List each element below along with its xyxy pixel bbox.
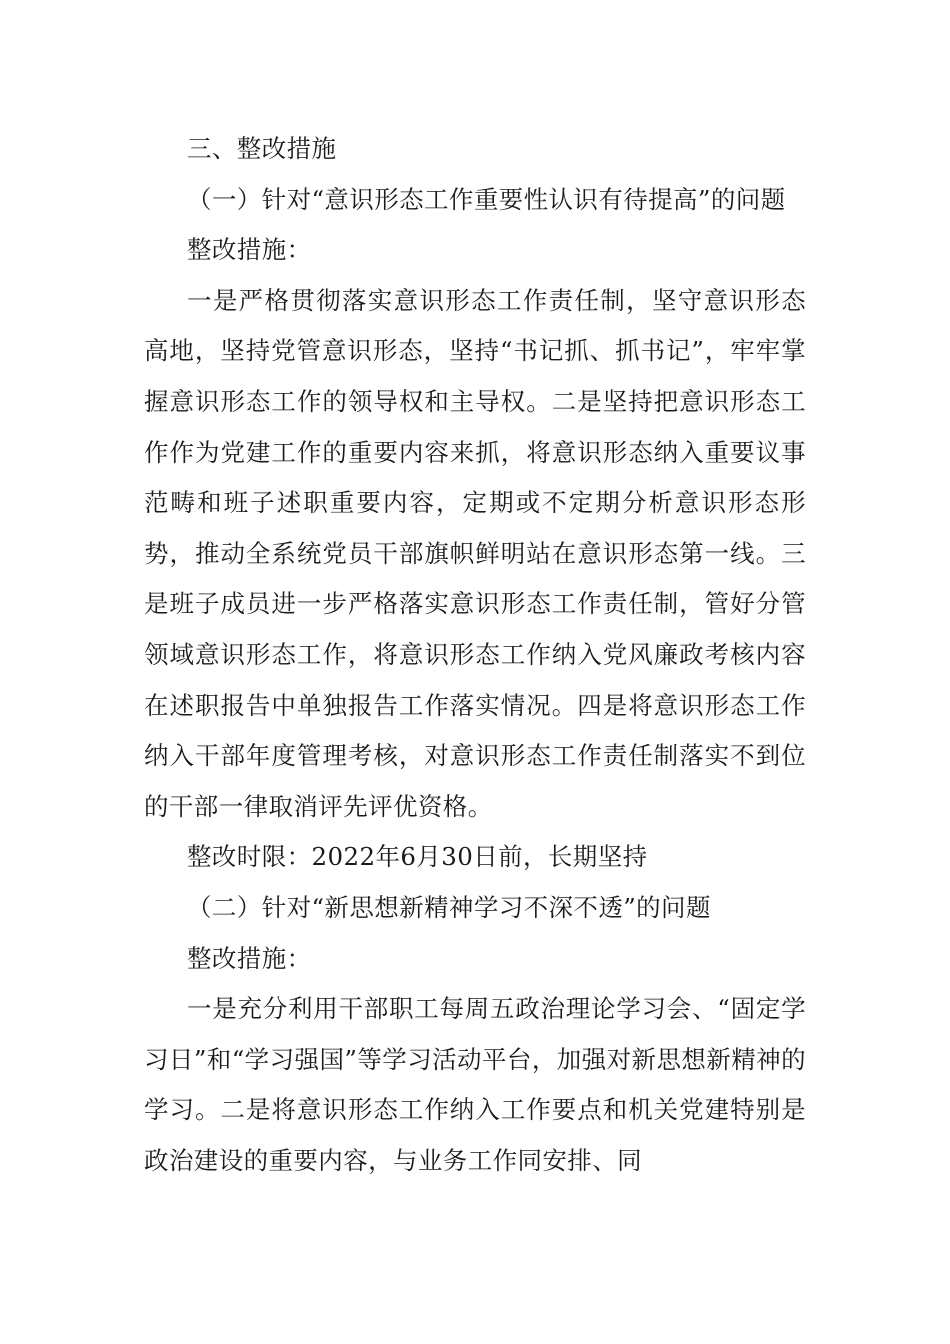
- subsection-heading-2: （二）针对“新思想新精神学习不深不透”的问题: [187, 892, 711, 922]
- measures-label-2: 整改措施：: [187, 943, 312, 973]
- measures-paragraph-2: 一是充分利用干部职工每周五政治理论学习会、“固定学习日”和“学习强国”等学习活动平台，加强对新思想新精神的学习。二是将意识形态工作纳入工作要点和机关党建特别是政治建设的重要内容，与业务工作同安排、同: [144, 994, 806, 1175]
- deadline-paragraph-1: 整改时限：2022年6月30日前，长期坚持: [187, 842, 648, 872]
- subsection-heading-1: （一）针对“意识形态工作重要性认识有待提高”的问题: [187, 184, 786, 214]
- document-body: [144, 124, 806, 1186]
- measures-paragraph-1: 一是严格贯彻落实意识形态工作责任制，坚守意识形态高地，坚持党管意识形态，坚持“书记抓、抓书记”，牢牢掌握意识形态工作的领导权和主导权。二是坚持把意识形态工作作为党建工作的重要内容来抓，将意识形态纳入重要议事范畴和班子述职重要内容，定期或不定期分析意识形态形势，推动全系统党员干部旗帜鲜明站在意识形态第一线。三是班子成员进一步严格落实意识形态工作责任制，管好分管领域意识形态工作，将意识形态工作纳入党风廉政考核内容在述职报告中单独报告工作落实情况。四是将意识形态工作纳入干部年度管理考核，对意识形态工作责任制落实不到位的干部一律取消评先评优资格。: [144, 285, 806, 821]
- measures-label-1: 整改措施：: [187, 235, 312, 265]
- section-heading: 三、整改措施: [187, 134, 337, 163]
